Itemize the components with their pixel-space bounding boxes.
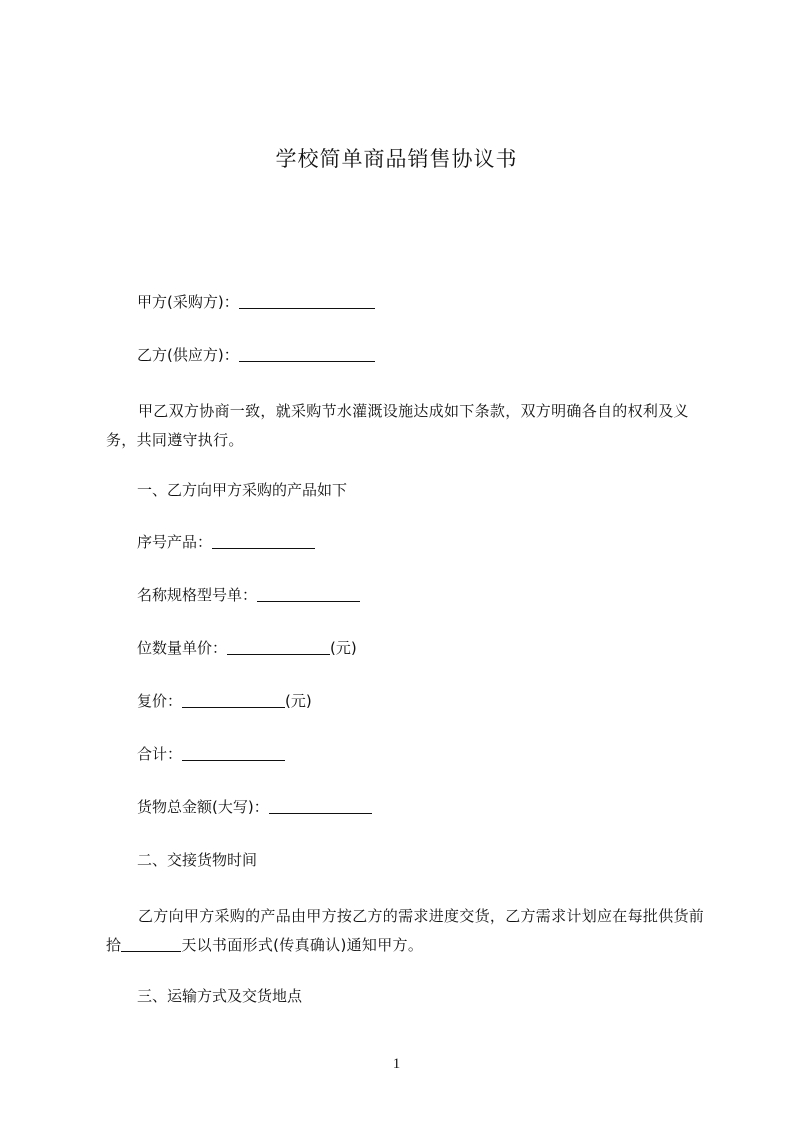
party-b-line — [137, 345, 375, 365]
total-amount-line — [137, 797, 372, 817]
compound-price-line — [137, 691, 312, 711]
unit-qty-price-label: 位数量单价： — [137, 639, 228, 657]
page-number: 1 — [392, 1056, 401, 1072]
total-label: 合计： — [137, 745, 183, 763]
total-line — [137, 744, 285, 764]
section2-paragraph — [106, 902, 706, 960]
name-spec-label: 名称规格型号单： — [137, 586, 258, 604]
name-spec-blank — [257, 586, 360, 602]
unit-qty-price-line — [137, 638, 357, 658]
unit-yuan-label: (元) — [330, 639, 357, 657]
section3-heading: 三、运输方式及交货地点 — [137, 987, 303, 1005]
section2-heading: 二、交接货物时间 — [137, 851, 258, 869]
party-b-label: 乙方(供应方)： — [137, 346, 239, 364]
total-amount-blank — [269, 798, 372, 814]
party-b-blank — [239, 346, 375, 362]
total-blank — [182, 745, 285, 761]
serial-product-line — [137, 532, 315, 552]
intro-paragraph: 甲乙双方协商一致，就采购节水灌溉设施达成如下条款，双方明确各自的权利及义务，共同遵守执行。 — [106, 402, 689, 449]
compound-yuan-label: (元) — [285, 692, 312, 710]
serial-product-blank — [212, 533, 315, 549]
name-spec-line — [137, 585, 360, 605]
section2-text-after: 天以书面形式(传真确认)通知甲方。 — [181, 936, 424, 954]
compound-price-label: 复价： — [137, 692, 183, 710]
compound-price-blank — [182, 692, 285, 708]
section1-heading: 一、乙方向甲方采购的产品如下 — [137, 481, 348, 499]
document-title: 学校简单商品销售协议书 — [275, 147, 518, 171]
serial-product-label: 序号产品： — [137, 533, 213, 551]
unit-qty-price-blank — [227, 639, 330, 655]
total-amount-label: 货物总金额(大写)： — [137, 798, 269, 816]
party-a-label: 甲方(采购方)： — [137, 293, 239, 311]
party-a-line — [137, 292, 375, 312]
days-blank — [121, 936, 181, 952]
section2-text-before: 乙方向甲方采购的产品由甲方按乙方的需求进度交货，乙方需求计划应在每批供货前拾 — [106, 907, 705, 954]
party-a-blank — [239, 293, 375, 309]
